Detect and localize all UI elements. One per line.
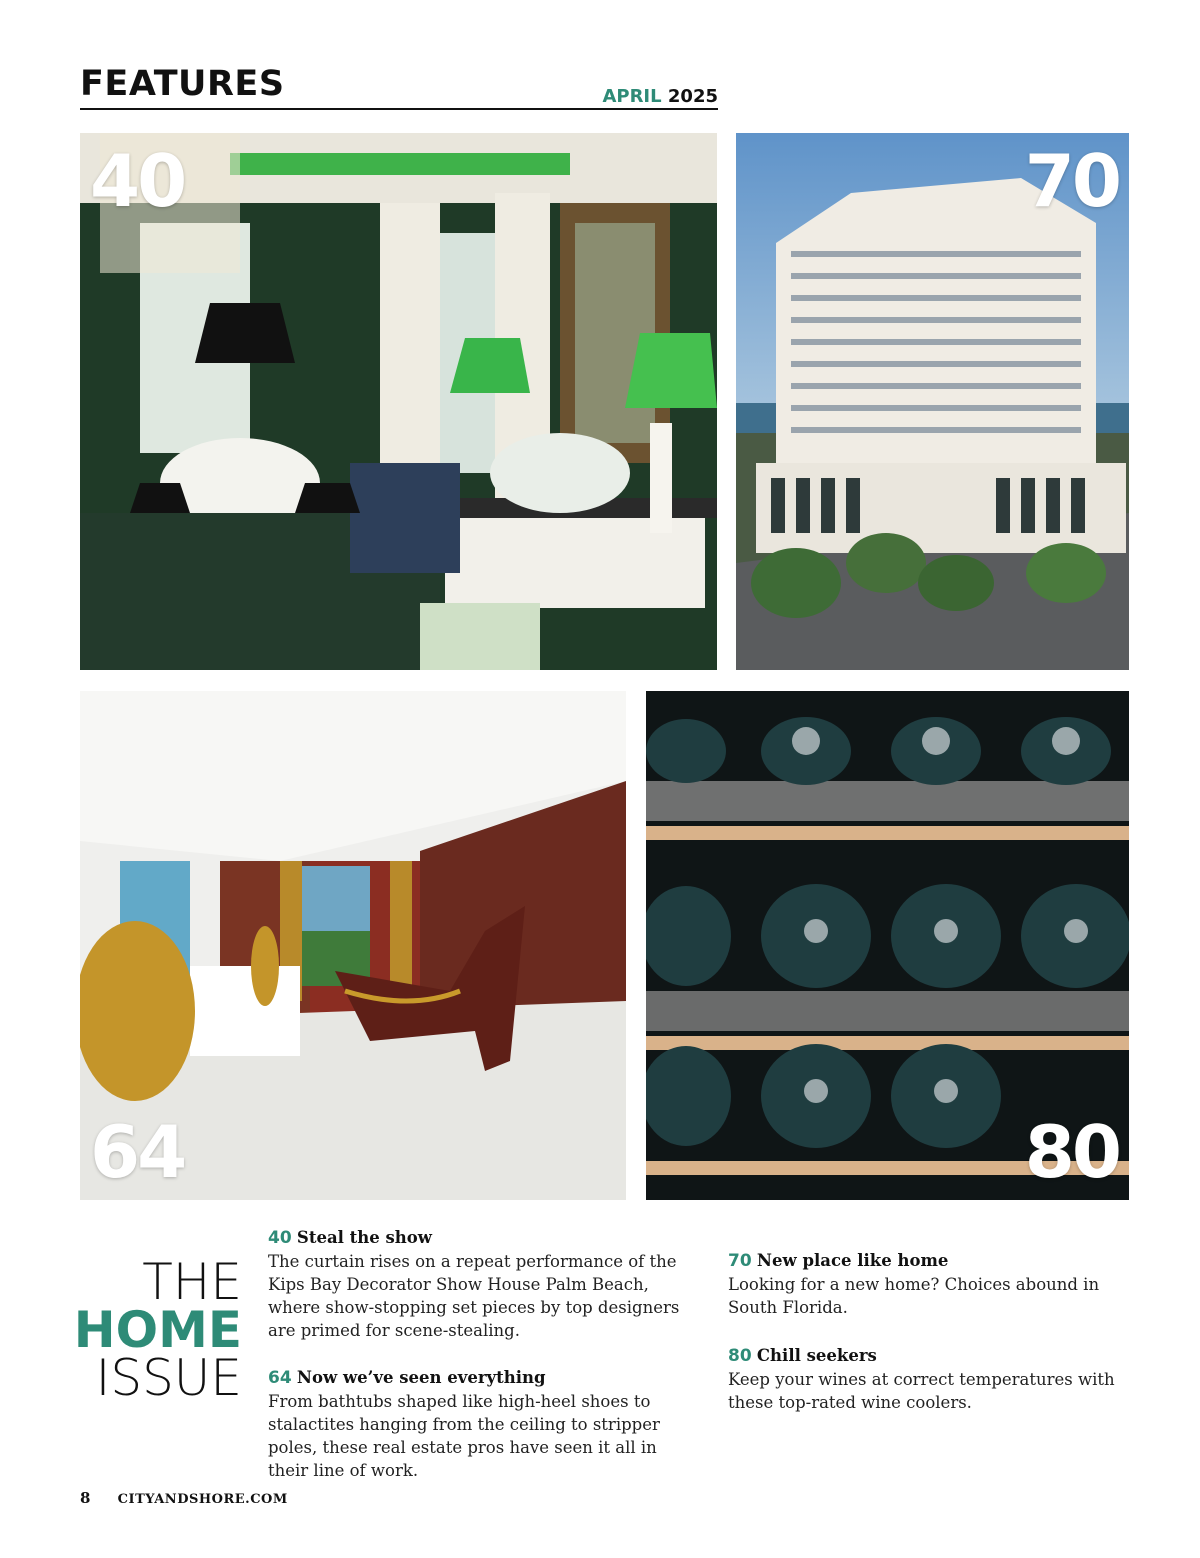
issue-month: APRIL	[602, 86, 662, 107]
feature-description: Keep your wines at correct temperatures with these top-rated wine coolers.	[728, 1370, 1115, 1412]
page-footer	[80, 1489, 288, 1507]
feature-description: The curtain rises on a repeat performance of the Kips Bay Decorator Show House Palm Beach, where show-stopping set pieces by top designers are primed for scene-stealing.	[268, 1252, 680, 1340]
feature-entry-steal-the-show[interactable]	[268, 1226, 688, 1342]
feature-description: From bathtubs shaped like high-heel shoes to stalactites hanging from the ceiling to stripper poles, these real estate pros have seen it all in their line of work.	[268, 1392, 660, 1480]
website-link[interactable]: CITYANDSHORE.COM	[117, 1492, 288, 1507]
feature-page-number: 64	[268, 1368, 292, 1388]
feature-title: Now we’ve seen everything	[296, 1368, 546, 1387]
feature-heading	[268, 1366, 698, 1390]
photo-show-house-interior	[80, 133, 717, 670]
folio-page-number: 8	[80, 1489, 91, 1507]
photo-page-number: 40	[90, 139, 185, 223]
feature-heading	[268, 1226, 688, 1250]
feature-entry-now-weve-seen-everything[interactable]	[268, 1366, 698, 1482]
feature-entry-new-place-like-home[interactable]	[728, 1249, 1128, 1319]
feature-title: Chill seekers	[756, 1346, 877, 1365]
issue-year: 2025	[667, 86, 718, 107]
issue-word-the: THE	[142, 1253, 242, 1311]
issue-label	[73, 1253, 242, 1407]
section-title: FEATURES	[80, 64, 285, 104]
feature-page-number: 80	[728, 1346, 752, 1366]
feature-description: Looking for a new home? Choices abound in South Florida.	[728, 1275, 1100, 1317]
feature-page-number: 40	[268, 1228, 292, 1248]
issue-word-issue: ISSUE	[95, 1349, 242, 1407]
photo-page-number: 70	[1024, 139, 1119, 223]
feature-page-number: 70	[728, 1251, 752, 1271]
issue-date	[602, 86, 718, 107]
feature-title: Steal the show	[296, 1228, 433, 1247]
photo-page-number: 80	[1024, 1110, 1119, 1194]
photo-condo-tower	[736, 133, 1129, 670]
photo-high-heel-bathtub	[80, 691, 626, 1200]
header-rule	[80, 108, 718, 110]
feature-title: New place like home	[756, 1251, 949, 1270]
feature-heading	[728, 1249, 1128, 1273]
photo-wine-cooler	[646, 691, 1129, 1200]
feature-entry-chill-seekers[interactable]	[728, 1344, 1128, 1414]
issue-word-home: HOME	[73, 1301, 242, 1359]
photo-page-number: 64	[90, 1110, 185, 1194]
feature-heading	[728, 1344, 1128, 1368]
